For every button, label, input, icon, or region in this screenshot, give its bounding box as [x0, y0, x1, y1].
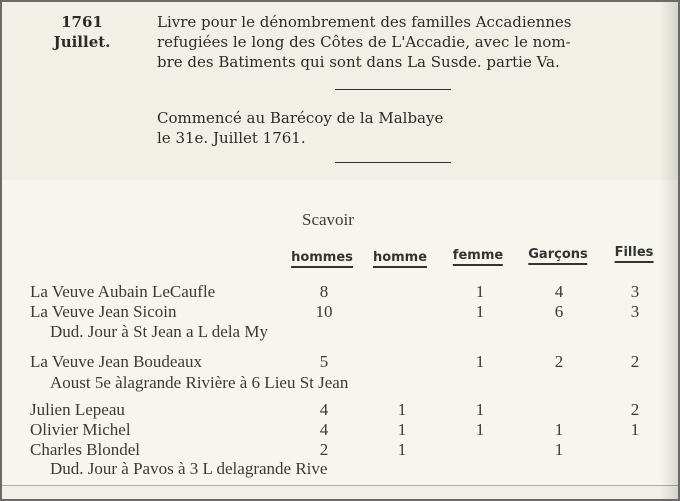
cell-hommes: 10 — [315, 302, 333, 321]
cell-filles: 3 — [630, 302, 640, 321]
family-name: Charles Blondel — [30, 440, 141, 459]
family-name: Olivier Michel — [30, 420, 131, 439]
document-title — [157, 12, 571, 72]
document-page — [2, 2, 678, 499]
cell-hommes: 8 — [319, 282, 329, 301]
divider — [335, 89, 451, 90]
family-name: La Veuve Jean Sicoin — [30, 302, 177, 321]
cell-garcons: 2 — [554, 352, 564, 371]
table-row — [2, 400, 678, 420]
cell-hommes: 5 — [319, 352, 329, 371]
row-note — [2, 322, 678, 342]
column-header-homme: homme — [373, 250, 427, 268]
cell-femme: 1 — [475, 400, 485, 419]
title-line: bre des Batiments qui sont dans La Susde. partie Va. — [157, 53, 560, 71]
family-name: La Veuve Jean Boudeaux — [30, 352, 202, 371]
note-text: Dud. Jour à Pavos à 3 L delagrande Rive — [50, 459, 328, 478]
row-note — [2, 373, 678, 393]
cell-filles: 3 — [630, 282, 640, 301]
cell-filles: 2 — [630, 400, 640, 419]
cell-hommes: 2 — [319, 440, 329, 459]
cell-femme: 1 — [475, 420, 485, 439]
note-text: Aoust 5e àlagrande Rivière à 6 Lieu St Jean — [50, 373, 349, 392]
family-name: La Veuve Aubain LeCaufle — [30, 282, 216, 301]
cell-femme: 1 — [475, 352, 485, 371]
date-year: 1761 — [61, 13, 103, 31]
cell-garcons: 6 — [554, 302, 564, 321]
cell-femme: 1 — [475, 282, 485, 301]
column-header-hommes: hommes — [291, 250, 353, 268]
page-edge — [2, 485, 678, 486]
page-shadow — [660, 2, 678, 499]
started-line: le 31e. Juillet 1761. — [157, 129, 306, 147]
column-header-filles: Filles — [615, 245, 654, 263]
table-heading: Scavoir — [302, 210, 354, 229]
cell-garcons: 1 — [554, 440, 564, 459]
column-header-garcons: Garçons — [528, 247, 587, 265]
cell-homme: 1 — [397, 400, 407, 419]
family-name: Julien Lepeau — [30, 400, 125, 419]
title-line: refugiées le long des Côtes de L'Accadie, avec le nom- — [157, 33, 571, 51]
started-line: Commencé au Barécoy de la Malbaye — [157, 109, 444, 127]
column-header-femme: femme — [453, 248, 503, 266]
cell-garcons: 4 — [554, 282, 564, 301]
cell-hommes: 4 — [319, 420, 329, 439]
table-row — [2, 302, 678, 322]
date-margin — [42, 12, 122, 52]
date-month: Juillet. — [53, 33, 111, 51]
title-line: Livre pour le dénombrement des familles Accadiennes — [157, 13, 572, 31]
cell-homme: 1 — [397, 420, 407, 439]
table-row — [2, 282, 678, 302]
started-note — [157, 108, 443, 148]
cell-filles: 2 — [630, 352, 640, 371]
note-text: Dud. Jour à St Jean a L dela My — [50, 322, 268, 341]
divider — [335, 162, 451, 163]
table-row — [2, 440, 678, 460]
table-row — [2, 420, 678, 440]
cell-femme: 1 — [475, 302, 485, 321]
table-row — [2, 352, 678, 372]
cell-filles: 1 — [630, 420, 640, 439]
cell-hommes: 4 — [319, 400, 329, 419]
cell-garcons: 1 — [554, 420, 564, 439]
cell-homme: 1 — [397, 440, 407, 459]
row-note — [2, 459, 678, 479]
